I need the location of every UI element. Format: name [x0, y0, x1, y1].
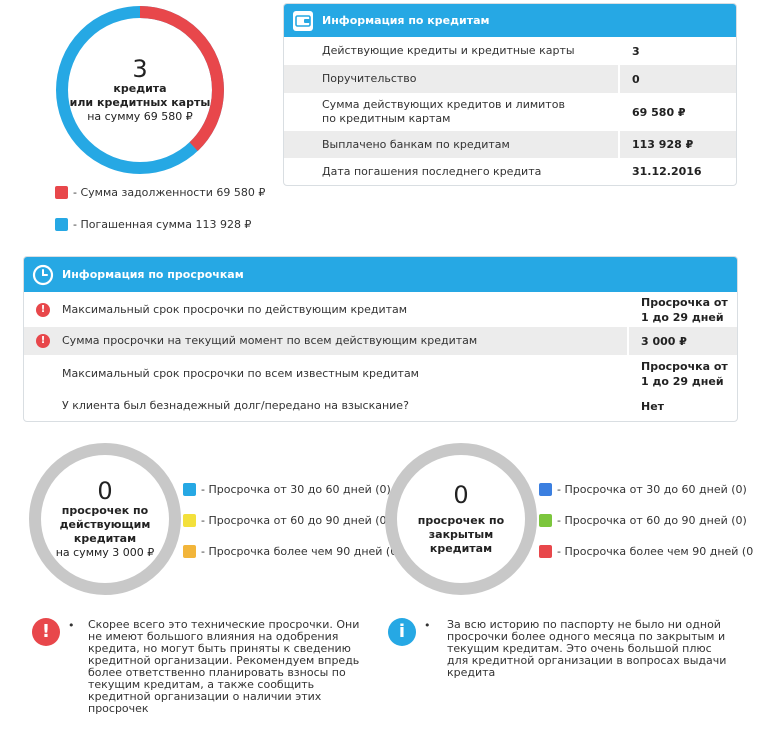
info-note-icon: i [388, 618, 416, 646]
row-label: Сумма действующих кредитов и лимитов по кредитным картам [322, 98, 565, 125]
row-value: 0 [618, 65, 736, 93]
legend-closed-30-60 [539, 483, 747, 496]
legend-closed-90plus [539, 545, 770, 558]
row-value: Просрочка от 1 до 29 дней [627, 292, 737, 327]
row-value: Просрочка от 1 до 29 дней [627, 355, 737, 392]
active-overdue-circle [29, 443, 181, 595]
wallet-icon [292, 10, 314, 32]
legend-text: - Просрочка от 60 до 90 дней (0) [557, 514, 747, 527]
legend-text: - Просрочка от 30 до 60 дней (0) [201, 483, 391, 496]
table-row [24, 392, 737, 420]
bullet: • [68, 619, 75, 632]
legend-closed-60-90 [539, 514, 747, 527]
row-value: 69 580 ₽ [618, 93, 736, 131]
table-row [284, 65, 736, 93]
row-label: Выплачено банкам по кредитам [322, 137, 510, 151]
debt-swatch [55, 186, 68, 199]
table-row [284, 37, 736, 65]
row-label: Максимальный срок просрочки по всем известным кредитам [62, 366, 419, 380]
warning-note-icon: ! [32, 618, 60, 646]
table-row [24, 355, 737, 392]
credits-donut-chart [55, 5, 225, 175]
legend-paid-text: - Погашенная сумма 113 928 ₽ [73, 218, 252, 231]
credit-info-header [284, 4, 736, 37]
row-label: Максимальный срок просрочки по действующим кредитам [62, 302, 408, 316]
row-value: Нет [627, 392, 737, 420]
row-label: У клиента был безнадежный долг/передано на взыскание? [62, 399, 409, 412]
credits-count: 3 [132, 55, 148, 83]
credits-amount: на сумму 69 580 ₽ [87, 110, 193, 123]
credit-info-title: Информация по кредитам [322, 14, 490, 27]
overdue-info-header [24, 257, 737, 292]
info-note-text: За всю историю по паспорту не было ни одной просрочки более одного месяца по закрытым и текущим кредитам. Это очень большой плюс для кредитной организации в вопросах выдачи кредита [447, 618, 727, 679]
closed-overdue-label: просрочек по закрытым кредитам [417, 514, 505, 555]
overdue-info-panel [23, 256, 738, 422]
active-overdue-label: просрочек по действующим кредитам [59, 504, 151, 545]
active-overdue-count: 0 [97, 477, 113, 505]
legend-text: - Просрочка от 60 до 90 дней (0) [201, 514, 391, 527]
blue-swatch [539, 483, 552, 496]
active-overdue-amount: на сумму 3 000 ₽ [55, 546, 155, 559]
paid-swatch [55, 218, 68, 231]
green-swatch [539, 514, 552, 527]
legend-active-60-90 [183, 514, 391, 527]
table-row [284, 131, 736, 158]
legend-active-90plus [183, 545, 402, 558]
table-row [24, 327, 737, 355]
row-value: 3 [618, 37, 736, 65]
credits-label-line2: или кредитных карты [69, 96, 211, 109]
warning-icon: ! [36, 334, 50, 348]
clock-icon [32, 264, 54, 286]
overdue-info-title: Информация по просрочкам [62, 268, 244, 281]
row-label: Поручительство [322, 72, 417, 85]
blue-swatch [183, 483, 196, 496]
credit-info-panel [283, 3, 737, 186]
table-row [24, 292, 737, 327]
row-label: Действующие кредиты и кредитные карты [322, 44, 575, 57]
row-label: Сумма просрочки на текущий момент по всем действующим кредитам [62, 334, 478, 347]
warning-icon: ! [36, 303, 50, 317]
bullet: • [424, 619, 431, 632]
closed-overdue-circle [385, 443, 537, 595]
warning-note-text: Скорее всего это технические просрочки. Они не имеют большого влияния на одобрения кредита, но могут быть приняты к сведению кредитной организации. Рекомендуем впредь более ответственно планировать взносы по текущим кредитам, а также сообщить кредитной организации о наличии этих просрочек [88, 618, 360, 715]
legend-debt [55, 186, 265, 199]
row-value: 31.12.2016 [618, 158, 736, 185]
legend-active-30-60 [183, 483, 391, 496]
legend-debt-text: - Сумма задолженности 69 580 ₽ [73, 186, 266, 199]
legend-text: - Просрочка более чем 90 дней (0 [557, 545, 754, 558]
table-row [284, 93, 736, 131]
row-value: 3 000 ₽ [627, 327, 737, 355]
row-value: 113 928 ₽ [618, 131, 736, 158]
table-row [284, 158, 736, 185]
credits-label-line1: кредита [113, 82, 167, 95]
orange-swatch [183, 545, 196, 558]
legend-text: - Просрочка более чем 90 дней (0) [201, 545, 402, 558]
red-swatch [539, 545, 552, 558]
legend-text: - Просрочка от 30 до 60 дней (0) [557, 483, 747, 496]
row-label: Дата погашения последнего кредита [322, 164, 542, 178]
yellow-swatch [183, 514, 196, 527]
closed-overdue-count: 0 [453, 481, 469, 509]
legend-paid [55, 218, 251, 231]
